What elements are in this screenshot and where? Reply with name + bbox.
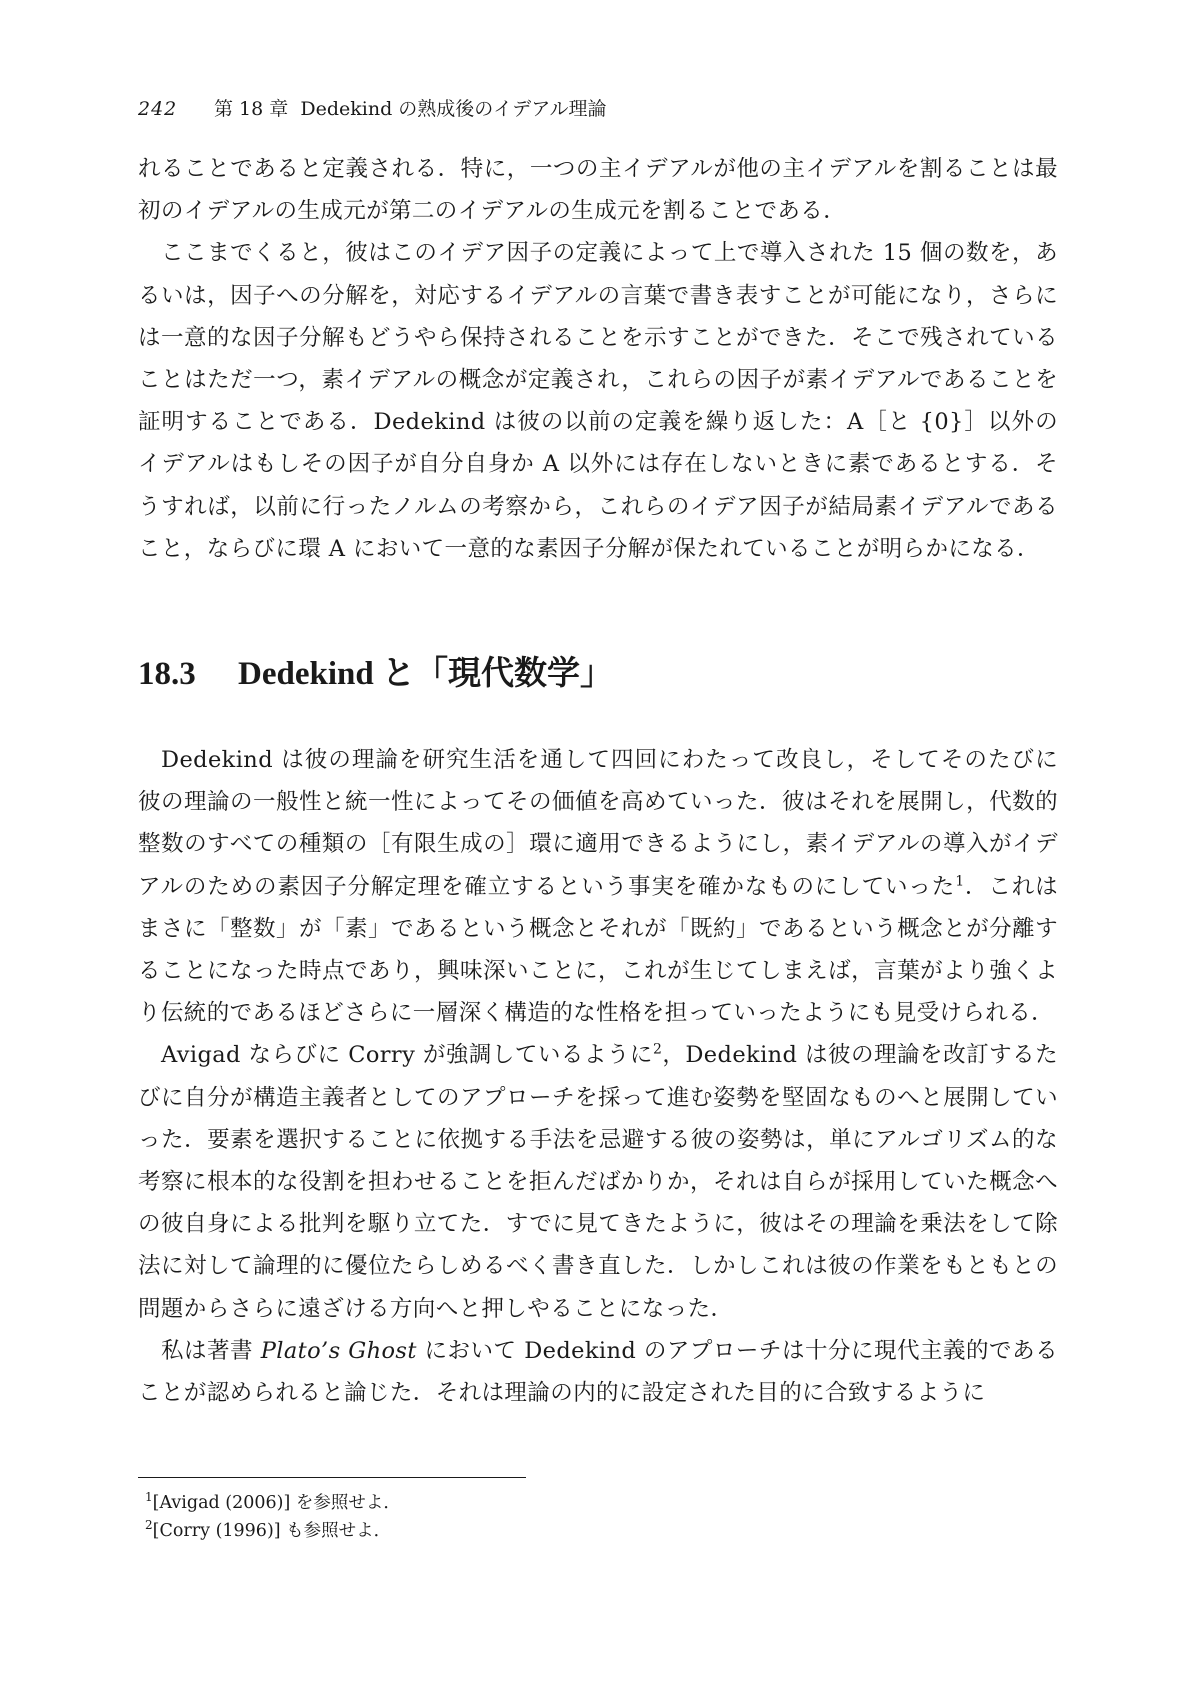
footnote-mark: 2 — [145, 1518, 153, 1533]
footnote-ref[interactable]: 2 — [652, 1041, 663, 1058]
section-heading — [138, 652, 1058, 696]
footnote-ref[interactable]: 1 — [955, 873, 965, 890]
paragraph-text: ，Dedekind は彼の理論を改訂するたびに自分が構造主義者としてのアプローチを採って進む姿勢を堅固なものへと展開していった．要素を選択することに依拠する手法を忌避する彼の姿勢は，単にアルゴリズム的な考察に根本的な役割を担わせることを拒んだばかりか，それは自らが採用していた概念への彼自身による批判を駆り立てた．すでに見てきたように，彼はその理論を乗法をして除法に対して論理的に優位たらしめるべく書き直した．しかしこれは彼の作業をもともとの問題からさらに遠ざける方向へと押しやることになった． — [138, 1042, 1058, 1322]
footnotes — [145, 1489, 1045, 1545]
footnote — [145, 1517, 1045, 1545]
paragraph-text: 私は著書 — [161, 1337, 261, 1364]
footnote — [145, 1489, 1045, 1517]
text-block-continued — [138, 148, 1058, 570]
chapter-label: 第 18 章 — [214, 98, 289, 120]
page-number: 242 — [138, 98, 178, 120]
footnote-text: [Avigad (2006)] を参照せよ． — [152, 1493, 401, 1513]
running-header — [138, 96, 1058, 122]
footnote-divider — [138, 1477, 526, 1478]
paragraph — [138, 1330, 1058, 1414]
paragraph-text: Avigad ならびに Corry が強調しているように — [161, 1042, 653, 1069]
chapter-title: Dedekind の熟成後のイデアル理論 — [300, 98, 607, 120]
footnote-mark: 1 — [145, 1490, 153, 1505]
section-body — [138, 739, 1058, 1414]
paragraph — [138, 739, 1058, 1034]
paragraph: ここまでくると，彼はこのイデア因子の定義によって上で導入された 15 個の数を，あるいは，因子への分解を，対応するイデアルの言葉で書き表すことが可能になり，さらには一意的な因子分解もどうやら保持されることを示すことができた．そこで残されていることはただ一つ，素イデアルの概念が定義され，これらの因子が素イデアルであることを証明することである．Dedekind は彼の以前の定義を繰り返した：A［と {0}］以外のイデアルはもしその因子が自分自身か A 以外には存在しないときに素であるとする．そうすれば，以前に行ったノルムの考察から，これらのイデア因子が結局素イデアルであること，ならびに環 A において一意的な素因子分解が保たれていることが明らかになる． — [138, 240, 1058, 562]
section-number: 18.3 — [138, 656, 196, 692]
book-title: Plato’s Ghost — [260, 1337, 417, 1364]
paragraph: れることであると定義される．特に，一つの主イデアルが他の主イデアルを割ることは最初のイデアルの生成元が第二のイデアルの生成元を割ることである． — [138, 156, 1058, 225]
section-title: Dedekind と「現代数学」 — [238, 656, 613, 692]
paragraph-text: ．これはまさに「整数」が「素」であるという概念とそれが「既約」であるという概念とが分離することになった時点であり，興味深いことに，これが生じてしまえば，言葉がより強くより伝統的であるほどさらに一層深く構造的な性格を担っていったようにも見受けられる． — [138, 873, 1058, 1027]
paragraph — [138, 1034, 1058, 1329]
footnote-text: [Corry (1996)] も参照せよ． — [152, 1521, 392, 1541]
paragraph-text: Dedekind は彼の理論を研究生活を通して四回にわたって改良し，そしてそのたびに彼の理論の一般性と統一性によってその価値を高めていった．彼はそれを展開し，代数的整数のすべての種類の［有限生成の］環に適用できるようにし，素イデアルの導入がイデアルのための素因子分解定理を確立するという事実を確かなものにしていった — [138, 747, 1058, 900]
paragraph-text: において Dedekind のアプローチは十分に現代主義的であることが認められると論じた．それは理論の内的に設定された目的に合致するように — [138, 1337, 1058, 1407]
